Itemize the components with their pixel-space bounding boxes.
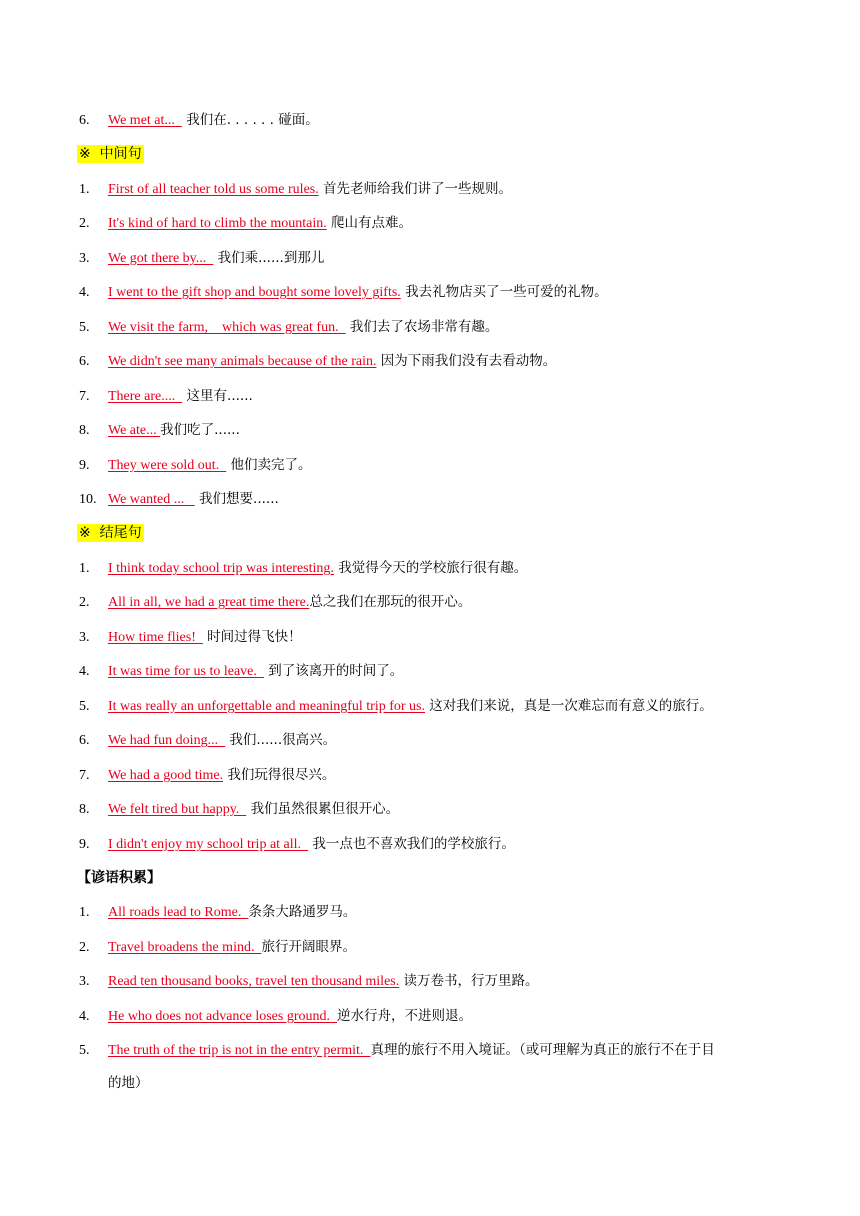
list-item xyxy=(79,246,799,270)
english-phrase: It's kind of hard to climb the mountain. xyxy=(108,216,327,231)
section-marker: ※ xyxy=(79,146,91,162)
english-phrase: I think today school trip was interesting. xyxy=(108,561,334,576)
item-number: 1. xyxy=(79,905,90,920)
chinese-translation: 我们去了农场非常有趣。 xyxy=(345,319,499,335)
chinese-translation: 我们想要...... xyxy=(194,491,279,507)
item-number: 7. xyxy=(79,768,90,783)
list-item xyxy=(79,935,799,959)
chinese-translation: 我去礼物店买了一些可爱的礼物。 xyxy=(400,284,608,300)
item-number: 4. xyxy=(79,285,90,300)
list-item xyxy=(79,590,799,614)
chinese-translation: 旅行开阔眼界。 xyxy=(261,939,356,955)
list-item xyxy=(79,418,799,442)
item-number: 9. xyxy=(79,458,90,473)
chinese-translation: 到了该离开的时间了。 xyxy=(263,663,404,679)
chinese-translation: 因为下雨我们没有去看动物。 xyxy=(376,353,557,369)
list-item xyxy=(79,797,799,821)
chinese-translation: 逆水行舟，不进则退。 xyxy=(337,1008,473,1024)
english-phrase: We ate... xyxy=(108,423,161,438)
item-number: 8. xyxy=(79,802,90,817)
list-item xyxy=(79,177,799,201)
section-marker: ※ xyxy=(79,525,91,541)
chinese-translation: 这里有...... xyxy=(182,388,253,404)
list-item xyxy=(79,487,799,511)
item-number: 2. xyxy=(79,595,90,610)
item-number: 3. xyxy=(79,974,90,989)
english-phrase: We got there by... xyxy=(108,251,214,266)
section-heading-ending xyxy=(77,521,144,545)
item-number: 2. xyxy=(79,216,90,231)
english-phrase: We met at... xyxy=(108,113,182,128)
item-number: 1. xyxy=(79,182,90,197)
english-phrase: We felt tired but happy. xyxy=(108,802,247,817)
item-number: 5. xyxy=(79,699,90,714)
english-phrase: I went to the gift shop and bought some lovely gifts. xyxy=(108,285,401,300)
chinese-translation: 我觉得今天的学校旅行很有趣。 xyxy=(333,560,528,576)
list-item xyxy=(79,763,799,787)
chinese-translation: 首先老师给我们讲了一些规则。 xyxy=(318,181,513,197)
chinese-translation: 真理的旅行不用入境证。（或可理解为真正的旅行不在于目 xyxy=(370,1042,715,1058)
chinese-translation: 时间过得飞快！ xyxy=(202,629,302,645)
item-number: 4. xyxy=(79,1009,90,1024)
section-heading-proverbs: 【谚语积累】 xyxy=(77,870,161,886)
chinese-translation: 我一点也不喜欢我们的学校旅行。 xyxy=(308,836,515,852)
english-phrase: Travel broadens the mind. xyxy=(108,940,262,955)
list-item xyxy=(79,349,799,373)
chinese-translation: 条条大路通罗马。 xyxy=(248,904,357,920)
chinese-translation: 爬山有点难。 xyxy=(326,215,413,231)
english-phrase: There are.... xyxy=(108,389,183,404)
list-item xyxy=(79,900,799,924)
chinese-translation: 我们玩得很尽兴。 xyxy=(223,767,336,783)
list-item xyxy=(79,694,799,718)
english-phrase: The truth of the trip is not in the entry permit. xyxy=(108,1043,371,1058)
list-item xyxy=(79,728,799,752)
list-item xyxy=(79,556,799,580)
list-item xyxy=(79,832,799,856)
english-phrase: He who does not advance loses ground. xyxy=(108,1009,338,1024)
item-number: 1. xyxy=(79,561,90,576)
english-phrase: First of all teacher told us some rules. xyxy=(108,182,319,197)
item-number: 8. xyxy=(79,423,90,438)
list-item xyxy=(79,625,799,649)
chinese-translation: 我们吃了...... xyxy=(160,422,240,438)
english-phrase: It was really an unforgettable and meaningful trip for us. xyxy=(108,699,425,714)
translation-continuation: 的地） xyxy=(108,1075,149,1091)
section-heading-middle xyxy=(77,142,144,166)
item-number: 5. xyxy=(79,320,90,335)
list-item xyxy=(79,384,799,408)
item-number: 9. xyxy=(79,837,90,852)
item-number: 6. xyxy=(79,354,90,369)
english-phrase: We wanted ... xyxy=(108,492,195,507)
item-number: 5. xyxy=(79,1043,90,1058)
item-number: 3. xyxy=(79,251,90,266)
english-phrase: All roads lead to Rome. xyxy=(108,905,249,920)
list-item xyxy=(79,659,799,683)
list-item xyxy=(79,211,799,235)
list-item xyxy=(79,969,799,993)
item-number: 3. xyxy=(79,630,90,645)
section-title: 结尾句 xyxy=(99,525,142,541)
item-number: 7. xyxy=(79,389,90,404)
item-number: 10. xyxy=(79,492,97,507)
item-number: 6. xyxy=(79,113,90,128)
english-phrase: Read ten thousand books, travel ten thousand miles. xyxy=(108,974,400,989)
chinese-translation: 我们虽然很累但很开心。 xyxy=(246,801,400,817)
english-phrase: We had fun doing... xyxy=(108,733,226,748)
english-phrase: We didn't see many animals because of the rain. xyxy=(108,354,377,369)
list-item xyxy=(79,453,799,477)
chinese-translation: 我们......很高兴。 xyxy=(225,732,337,748)
chinese-translation: 这对我们来说，真是一次难忘而有意义的旅行。 xyxy=(424,698,713,714)
section-title: 中间句 xyxy=(99,146,142,162)
chinese-translation: 他们卖完了。 xyxy=(226,457,312,473)
chinese-translation: 总之我们在那玩的很开心。 xyxy=(309,594,472,610)
item-number: 6. xyxy=(79,733,90,748)
list-item xyxy=(79,1038,819,1062)
english-phrase: How time flies! xyxy=(108,630,203,645)
item-number: 2. xyxy=(79,940,90,955)
chinese-translation: 读万卷书，行万里路。 xyxy=(399,973,539,989)
english-phrase: It was time for us to leave. xyxy=(108,664,264,679)
list-item xyxy=(79,315,799,339)
english-phrase: They were sold out. xyxy=(108,458,227,473)
english-phrase: We visit the farm, which was great fun. xyxy=(108,320,346,335)
chinese-translation: 我们乘......到那儿 xyxy=(213,250,325,266)
english-phrase: We had a good time. xyxy=(108,768,224,783)
chinese-translation: 我们在. . . . . . 碰面。 xyxy=(181,112,319,128)
list-item xyxy=(79,108,799,132)
english-phrase: I didn't enjoy my school trip at all. xyxy=(108,837,309,852)
list-item xyxy=(79,1004,799,1028)
item-number: 4. xyxy=(79,664,90,679)
english-phrase: All in all, we had a great time there. xyxy=(108,595,310,610)
list-item xyxy=(79,280,799,304)
